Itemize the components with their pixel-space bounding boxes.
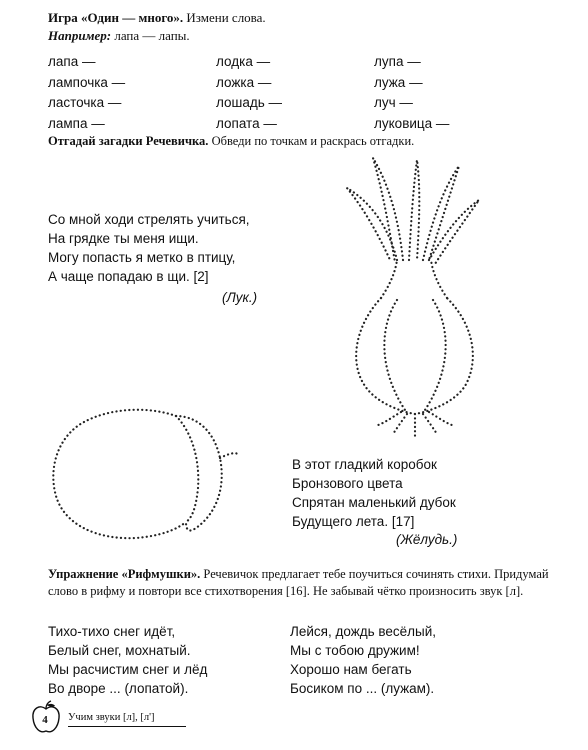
poem-line: Мы с тобою дружим! (290, 643, 420, 658)
riddle-acorn-poem (292, 455, 456, 531)
page-number: 4 (42, 714, 48, 726)
onion-dotted-drawing (335, 148, 495, 438)
exercise-instruction: Речевичок предлагает тебе поучиться сочинять стихи. Придумай слово в рифму и повтори все стихотворения [16]. Не забывай чётко произносить звук [л]. (48, 567, 549, 598)
footer-rule (68, 726, 186, 727)
riddle-title-rest: Обведи по точкам и раскрась отгадки. (208, 134, 415, 148)
rhyme-exercise-text (48, 566, 568, 600)
rhyme-poem-rain (290, 622, 436, 698)
poem-line: Лейся, дождь весёлый, (290, 624, 437, 639)
poem-line: Со мной ходи стрелять учиться, (48, 212, 250, 227)
word-item: лампа — (48, 115, 105, 131)
word-item: лампочка — (48, 74, 126, 90)
acorn-dotted-drawing (44, 402, 244, 548)
word-item: лошадь — (216, 95, 283, 110)
poem-line: Спрятан маленький дубок (292, 495, 456, 510)
word-item: лодка — (216, 54, 271, 69)
riddle-acorn-answer: (Жёлудь.) (396, 532, 458, 547)
word-column-1 (48, 52, 125, 134)
word-item: лужа — (374, 74, 423, 90)
running-title: Учим звуки [л], [л'] (68, 712, 155, 723)
word-item: луковица — (374, 115, 450, 131)
poem-line: На грядке ты меня ищи. (48, 231, 199, 246)
word-item: лупа — (374, 54, 421, 69)
riddle-title (48, 134, 414, 149)
rhyme-poem-snow (48, 622, 207, 698)
example-line (48, 28, 190, 44)
exercise-label: Упражнение «Рифмушки». (48, 567, 201, 581)
poem-line: Белый снег, мохнатый. (48, 643, 191, 658)
poem-line: Бронзового цвета (292, 476, 403, 491)
poem-line: А чаще попадаю в щи. [2] (48, 269, 209, 284)
riddle-title-bold: Отгадай загадки Речевичка. (48, 134, 209, 148)
riddle-onion-poem (48, 210, 250, 286)
word-column-3 (374, 52, 449, 134)
word-item: ложка — (216, 74, 272, 90)
game-label: Игра «Один — много». (48, 10, 184, 25)
poem-line: Хорошо нам бегать (290, 662, 412, 677)
poem-line: Мы расчистим снег и лёд (48, 662, 208, 677)
poem-line: Босиком по ... (лужам). (290, 681, 435, 696)
poem-line: В этот гладкий коробок (292, 457, 437, 472)
poem-line: Тихо-тихо снег идёт, (48, 624, 176, 639)
riddle-onion-answer: (Лук.) (222, 290, 258, 305)
poem-line: Будущего лета. [17] (292, 514, 415, 529)
task-instruction: Измени слова. (183, 10, 266, 25)
word-column-2 (216, 52, 282, 134)
example-text: лапа — лапы. (111, 28, 190, 43)
word-item: лапа — (48, 54, 96, 69)
word-item: лопата — (216, 115, 277, 131)
task-title (48, 10, 266, 26)
example-label: Например: (48, 28, 112, 43)
word-item: ласточка — (48, 95, 122, 110)
word-item: луч — (374, 95, 413, 110)
poem-line: Могу попасть я метко в птицу, (48, 250, 236, 265)
poem-line: Во дворе ... (лопатой). (48, 681, 189, 696)
